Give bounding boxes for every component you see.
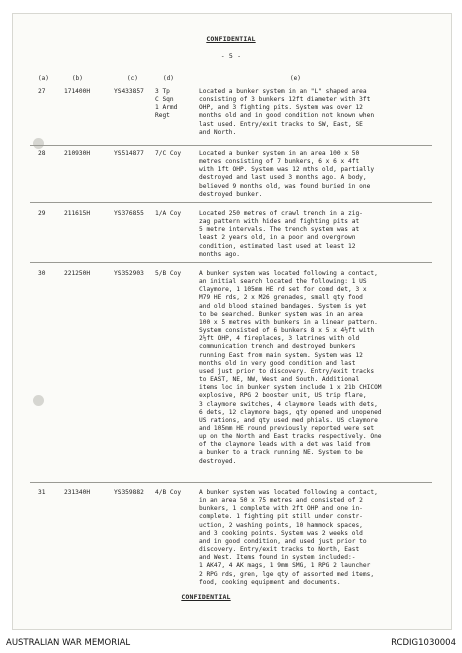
serial-cell: 27 — [38, 88, 46, 95]
dtg-cell: 211615H — [64, 210, 91, 217]
grid-ref-cell: YS376855 — [114, 210, 144, 217]
dtg-cell: 231340H — [64, 489, 91, 496]
dtg-cell: 210930H — [64, 150, 91, 157]
details-cell: A bunker system was located following a contact, an initial search located the following: 1 US Claymore, 1 105mm HE rd set for comd det, 3 x M79 HE rds, 2 x M26 grenades, small qty food and old blood stained bandages. System is yet to be searched. Bunker system was in an area 100 x 5 metres with bunkers in a linear pattern. System consisted of 6 bunkers 8 x 5 x 4½ft with 2½ft OHP, 4 fireplaces, 3 latrines with old communication trench and destroyed bunkers running East from main system. System was 12 months old in very good condition and last used just prior to discovery. Entry/exit tracks to EAST, NE, NW, West and South. Additional items loc in bunker system include 1 x 21b CHICOM explosive, RPG 2 booster unit, US trip flare, 3 claymore switches, 4 claymore leads with dets, 6 dets, 12 claymore bags, qty opened and unopened US rations, and qty used med phials. US claymore and 105mm HE round previously reported were set up on the North and East tracks respectively. One of the claymore leads with a det was laid from a bunker to a track running NE. System to be destroyed. — [199, 270, 382, 465]
column-header-b: (b) — [72, 75, 83, 82]
unit-cell: 1/A Coy — [155, 210, 182, 217]
serial-cell: 29 — [38, 210, 46, 217]
dtg-cell: 171400H — [64, 88, 91, 95]
serial-cell: 28 — [38, 150, 46, 157]
column-header-c: (c) — [127, 75, 138, 82]
serial-cell: 31 — [38, 489, 46, 496]
classification-top: CONFIDENTIAL — [206, 35, 256, 43]
details-cell: Located a bunker system in an "L" shaped area consisting of 3 bunkers 12ft diameter with 3ft OHP, and 3 fighting pits. System was over 12 months old and in good condition not known when last used. Entry/exit tracks to SW, East, SE and North. — [199, 88, 375, 136]
classification-bottom: CONFIDENTIAL — [181, 593, 231, 601]
unit-cell: 7/C Coy — [155, 150, 182, 157]
footer-reference: RCDIG1030004 — [391, 638, 456, 648]
page-number: - 5 - — [220, 52, 242, 60]
row-divider — [30, 482, 432, 483]
unit-cell: 4/B Coy — [155, 489, 182, 496]
unit-cell: 3 Tp C Sqn 1 Armd Regt — [155, 88, 178, 120]
row-divider — [30, 262, 432, 263]
column-header-e: (e) — [290, 75, 301, 82]
row-divider — [30, 145, 432, 146]
grid-ref-cell: YS352903 — [114, 270, 144, 277]
details-cell: A bunker system was located following a contact, in an area 50 x 75 metres and consisted of 2 bunkers, 1 complete with 2ft OHP and one in- complete. 1 fighting pit still under constr- uction, 2 washing points, 10 hammock spaces, and 3 cooking points. System was 2 weeks old and in good condition, and used just prior to discovery. Entry/exit tracks to North, East and West. Items found in system included:- 1 AK47, 4 AK mags, 1 9mm SMG, 1 RPG 2 launcher 2 RPG rds, gren, lge qty of assorted med items, food, cooking equipment and documents. — [199, 489, 378, 586]
details-cell: Located a bunker system in an area 100 x 50 metres consisting of 7 bunkers, 6 x 6 x 4ft with 1ft OHP. System was 12 mths old, partially destroyed and last used 3 months ago. A body, believed 9 months old, was found buried in one destroyed bunker. — [199, 150, 375, 198]
dtg-cell: 221250H — [64, 270, 91, 277]
row-divider — [30, 202, 432, 203]
punch-hole — [33, 395, 44, 406]
grid-ref-cell: YS433857 — [114, 88, 144, 95]
punch-hole — [33, 138, 44, 149]
serial-cell: 30 — [38, 270, 46, 277]
grid-ref-cell: YS359882 — [114, 489, 144, 496]
footer-source: AUSTRALIAN WAR MEMORIAL — [6, 638, 131, 648]
archive-footer — [0, 634, 462, 653]
column-header-d: (d) — [163, 75, 174, 82]
details-cell: Located 250 metres of crawl trench in a zig- zag pattern with hides and fighting pits at 5 metre intervals. The trench system was at least 2 years old, in a poor and overgrown condition, estimated last used at least 12 months ago. — [199, 210, 363, 258]
unit-cell: 5/B Coy — [155, 270, 182, 277]
column-header-a: (a) — [38, 75, 49, 82]
grid-ref-cell: YS514877 — [114, 150, 144, 157]
